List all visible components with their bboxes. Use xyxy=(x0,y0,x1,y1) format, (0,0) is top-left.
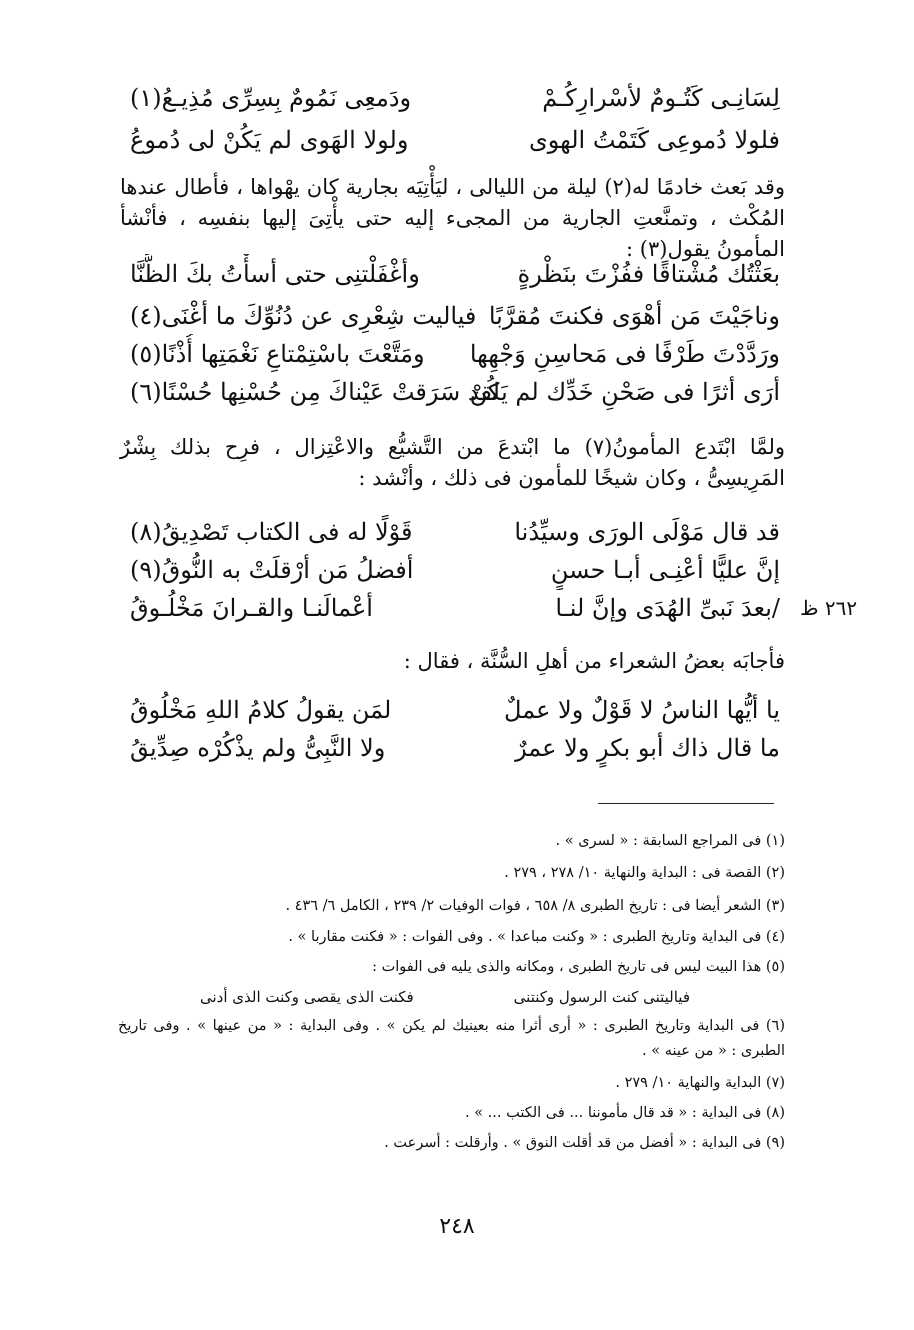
page-number: ٢٤٨ xyxy=(439,1214,475,1239)
footnote-separator xyxy=(598,803,774,804)
prose-paragraph: فأجابَه بعضُ الشعراء من أهلِ السُّنَّة ، فقال : xyxy=(403,649,785,673)
verse-second-hemistich: ودَمعِى نَمُومٌ بِسِرِّى مُذِيـعُ(١) xyxy=(130,84,412,112)
verse-second-hemistich: أفضلُ مَن أرْقلَتْ به النُّوقُ(٩) xyxy=(130,556,414,584)
verse-second-hemistich: لمَن يقولُ كلامُ اللهِ مَخْلُوقُ xyxy=(130,696,392,724)
footnote: (٢) القصة فى : البداية والنهاية ١٠/ ٢٧٨ ، ٢٧٩ . xyxy=(504,865,785,881)
verse-second-hemistich: ومَتَّعْتَ باسْتِمْتاعِ نَغْمَتِها أُذْنًا(٥) xyxy=(130,340,425,368)
verse-first-hemistich: بعَثْتُك مُشْتاقًا ففُزْتَ بنَظْرةٍ xyxy=(517,260,780,288)
verse-first-hemistich: قد قال مَوْلَى الورَى وسيِّدُنا xyxy=(514,518,780,546)
margin-folio-reference: ٢٦٢ ظ xyxy=(800,596,858,620)
verse-first-hemistich: أرَى أثرًا فى صَحْنِ خَدِّك لم يَكُنْ xyxy=(469,378,780,406)
verse-first-hemistich: وناجَيْتَ مَن أهْوَى فكنتَ مُقرَّبًا xyxy=(488,302,780,330)
poem-verse xyxy=(130,372,780,412)
footnote-verse-second-hemistich: فكنت الذى يقصى وكنت الذى أدنى xyxy=(200,988,414,1006)
footnote: (٦) فى البداية وتاريخ الطبرى : « أرى أثرا منه بعينيك لم يكن » . وفى البداية : « من عينها » . وفى تاريخ الطبرى : « من عينه » . xyxy=(118,1018,785,1059)
footnote-verse-first-hemistich: فياليتنى كنت الرسول وكنتنى xyxy=(513,988,690,1006)
poem-verse xyxy=(130,296,780,336)
footnote: (٥) هذا البيت ليس فى تاريخ الطبرى ، ومكانه والذى يليه فى الفوات : xyxy=(372,959,785,975)
verse-second-hemistich: أعْمالَنـا والقـرانَ مَخْلُـوقُ xyxy=(130,594,373,622)
poem-verse xyxy=(130,78,780,118)
poem-verse xyxy=(130,550,780,590)
verse-second-hemistich: قَوْلًا له فى الكتاب تَصْدِيقُ(٨) xyxy=(130,518,413,546)
poem-verse xyxy=(130,120,780,160)
verse-first-hemistich: لِسَانِـى كَتُـومٌ لأسْرارِكُـمْ xyxy=(542,84,780,112)
verse-second-hemistich: ولولا الهَوى لم يَكُنْ لى دُموعُ xyxy=(130,126,409,154)
verse-first-hemistich: إنَّ عليًّا أعْنِـى أبـا حسنٍ xyxy=(550,556,780,584)
poem-verse xyxy=(130,334,780,374)
verse-second-hemistich: ولا النَّبِىُّ ولم يذْكُرْه صِدِّيقُ xyxy=(130,734,386,762)
verse-first-hemistich: فلولا دُموعِى كَتَمْتُ الهوى xyxy=(529,126,780,154)
verse-second-hemistich: وأغْفَلْتنِى حتى أسأْتُ بكَ الظَّنَّا xyxy=(130,260,420,288)
poem-verse xyxy=(130,254,780,294)
footnote: (٩) فى البداية : « أفضل من قد أقلت النوق » . وأرقلت : أسرعت . xyxy=(384,1135,785,1151)
prose-paragraph: وقد بَعث خادمًا له(٢) ليلة من الليالى ، ليَأْتِيَه بجارية كان يهْواها ، فأطال عندها المُكْث ، وتمنَّعتِ الجارية من المجىء إليه حتى يأْتِىَ إليها بنفسِه ، فأنْشأ المأمونُ يقول(٣) : xyxy=(120,175,785,261)
prose-paragraph: ولمَّا ابْتَدع المأمونُ(٧) ما ابْتدعَ من التَّشيُّع والاعْتِزال ، فرِح بذلك بِشْرٌ المَرِيسِىُّ ، وكان شيخًا للمأمون فى ذلك ، وأنْشد : xyxy=(120,435,785,490)
poem-verse xyxy=(130,588,780,628)
poem-verse xyxy=(130,512,780,552)
verse-first-hemistich: /بعدَ نَبىِّ الهُدَى وإنَّ لنـا xyxy=(555,594,780,622)
poem-verse xyxy=(130,690,780,730)
verse-first-hemistich: ورَدَّدْتَ طَرْفًا فى مَحاسِنِ وَجْهِها xyxy=(469,340,780,368)
footnote: (٨) فى البداية : « قد قال مأموننا ... فى الكتب ... » . xyxy=(464,1105,785,1121)
footnote: (٤) فى البداية وتاريخ الطبرى : « وكنت مباعدا » . وفى الفوات : « فكنت مقاربا » . xyxy=(288,929,785,945)
footnote: (٧) البداية والنهاية ١٠/ ٢٧٩ . xyxy=(615,1075,785,1091)
footnote-verse xyxy=(200,984,690,1010)
footnote: (١) فى المراجع السابقة : « لسرى » . xyxy=(555,833,785,849)
poem-verse xyxy=(130,728,780,768)
footnote: (٣) الشعر أيضا فى : تاريخ الطبرى ٨/ ٦٥٨ ، فوات الوفيات ٢/ ٢٣٩ ، الكامل ٦/ ٤٣٦ . xyxy=(285,898,785,914)
verse-second-hemistich: لقد سَرَقتْ عَيْناكَ مِن حُسْنِها حُسْنًا(٦) xyxy=(130,378,500,406)
verse-second-hemistich: فياليت شِعْرِى عن دُنُوِّكَ ما أغْنَى(٤) xyxy=(130,302,477,330)
verse-first-hemistich: ما قال ذاك أبو بكرٍ ولا عمرٌ xyxy=(515,734,780,762)
verse-first-hemistich: يا أيُّها الناسُ لا قَوْلٌ ولا عملٌ xyxy=(504,696,780,724)
